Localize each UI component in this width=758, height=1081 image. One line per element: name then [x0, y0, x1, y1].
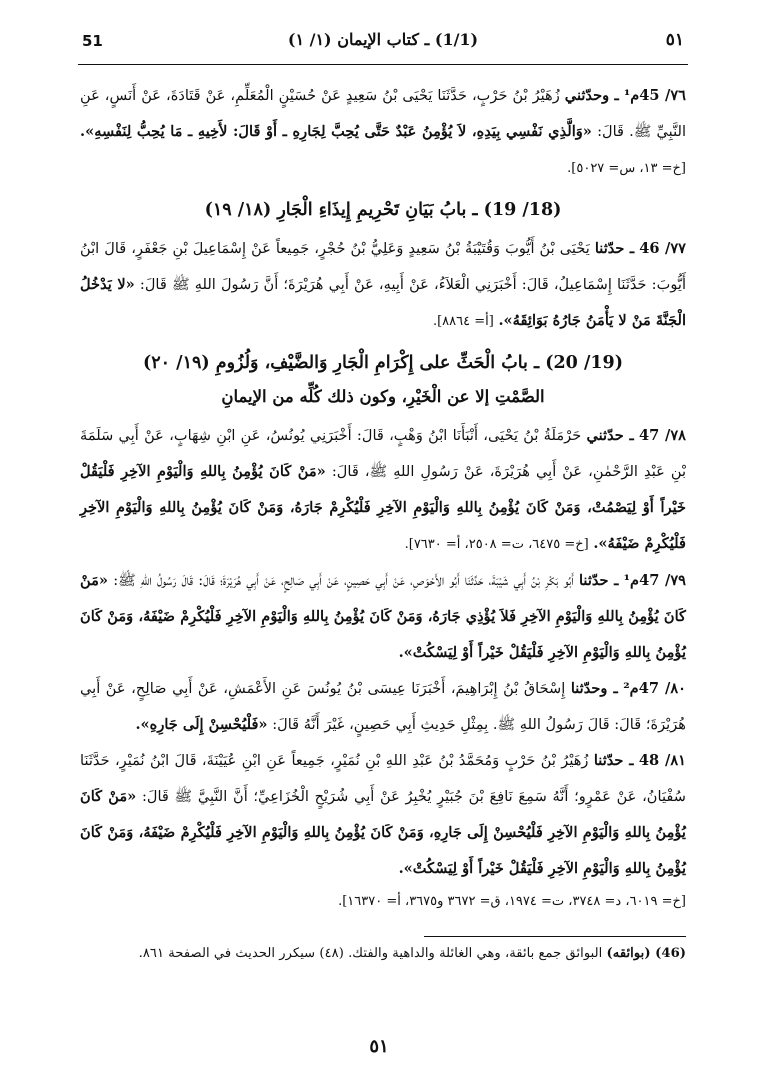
hadith-isnad: حَرْمَلَةُ بْنُ يَحْيَى، أَنْبَأَنَا ابْنُ وَهْبٍ، قَالَ: أَخْبَرَنِي يُونُسُ، عَنِ ابْنِ شِهَابٍ، عَنْ أَبِي سَلَمَةَ بْنِ عَبْدِ الرَّحْمٰنِ، عَنْ أَبِي هُرَيْرَةَ، عَنْ رَسُولِ اللهِ ﷺ، قَالَ:: [80, 427, 687, 480]
hadith-lead: ـ وحدّثني: [564, 87, 619, 104]
hadith-78: [80, 418, 686, 563]
hadith-refs: [أ= ٨٨٦٤].: [432, 314, 494, 329]
hadith-isnad: يَحْيَى بْنُ أَيُّوبَ وَقُتَيْبَةُ بْنُ سَعِيدٍ وَعَلِيُّ بْنُ حُجْرٍ، جَمِيعاً عَنْ إِسْمَاعِيلَ بْنِ جَعْفَرٍ، قَالَ ابْنُ أَيُّوبَ: حَدَّثَنَا إِسْمَاعِيلُ، قَالَ: أَخْبَرَنِي الْعَلاَءُ، عَنْ أَبِيهِ، عَنْ أَبِي هُرَيْرَةَ؛ أَنَّ رَسُولَ اللهِ ﷺ قَالَ:: [80, 240, 686, 293]
hadith-refs: [خ= ١٣، س= ٥٠٢٧].: [567, 161, 686, 176]
hadith-matn: «فَلْيُحْسِنْ إِلَى جَارِهِ».: [135, 716, 268, 733]
hadith-lead: ـ وحدّثنا: [570, 680, 618, 697]
hadith-lead: ـ حدّثنا: [593, 752, 634, 769]
hadith-number: ٨١/ 48: [638, 752, 686, 769]
hadith-isnad: إِسْحَاقُ بْنُ إِبْرَاهِيمَ، أَخْبَرَنَا عِيسَى بْنُ يُونُسَ عَنِ الأَعْمَشِ، عَنْ أَبِي صَالِحٍ، عَنْ أَبِي هُرَيْرَةَ؛ قَالَ: قَالَ رَسُولُ اللهِ ﷺ. بِمِثْلِ حَدِيثِ أَبِي حَصِينٍ، غَيْرَ أَنَّهُ قَالَ:: [80, 680, 686, 733]
hadith-81: [80, 743, 686, 887]
page-number-footer: ٥١: [369, 1036, 389, 1057]
hadith-76: [80, 78, 686, 187]
hadith-matn: «وَالَّذِي نَفْسِي بِيَدِهِ، لاَ يُؤْمِنُ عَبْدٌ حَتَّى يُحِبَّ لِجَارِهِ ـ أَوْ قَالَ: لأَخِيهِ ـ مَا يُحِبُّ لِنَفْسِهِ».: [80, 123, 592, 140]
running-title: (1/1) ـ كتاب الإيمان (١/ ١): [287, 30, 479, 49]
footnote-divider: [424, 936, 686, 937]
hadith-79: [80, 563, 686, 671]
page-header: [78, 22, 688, 65]
hadith-lead: ـ حدّثنا: [578, 572, 619, 589]
footnote-text: البوائق جمع بائقة، وهي الغائلة والداهية والفتك. (٤٨) سيكرر الحديث في الصفحة ٨٦١.: [138, 946, 603, 961]
hadith-matn: «مَنْ كَانَ يُؤْمِنُ بِاللهِ وَالْيَوْمِ الآخِرِ فَلْيُحْسِنْ إِلَى جَارِهِ، وَمَنْ كَانَ يُؤْمِنُ بِاللهِ وَالْيَوْمِ الآخِرِ فَلْيُكْرِمْ ضَيْفَهُ، وَمَنْ كَانَ يُؤْمِنُ بِاللهِ وَالْيَوْمِ الآخِرِ فَلْيَقُلْ خَيْراً أَوْ لِيَسْكُتْ».: [80, 788, 686, 877]
hadith-number: ٧٧/ 46: [639, 240, 687, 257]
hadith-isnad: زُهَيْرُ بْنُ حَرْبٍ، حَدَّثَنَا يَحْيَى بْنُ سَعِيدٍ عَنْ حُسَيْنٍ الْمُعَلِّمِ، عَنْ قَتَادَةَ، عَنْ أَنَسٍ، عَنِ النَّبِيِّ ﷺ. قَالَ:: [80, 87, 686, 140]
hadith-matn: «مَنْ كَانَ يُؤْمِنُ بِاللهِ وَالْيَوْمِ الآخِرِ فَلاَ يُؤْذِي جَارَهُ، وَمَنْ كَانَ يُؤْمِنُ بِاللهِ وَالْيَوْمِ الآخِرِ فَلْيُكْرِمْ ضَيْفَهُ، وَمَنْ كَانَ يُؤْمِنُ بِاللهِ وَالْيَوْمِ الآخِرِ فَلْيَقُلْ خَيْراً أَوْ لِيَسْكُتْ».: [80, 572, 686, 661]
chapter-heading-18: (18/ 19) ـ بابُ بَيَانِ تَحْرِيمِ إِيذَاءِ الْجَارِ (١٨/ ١٩): [204, 200, 562, 220]
footnote: [80, 942, 686, 966]
hadith-isnad: زُهَيْرُ بْنُ حَرْبٍ وَمُحَمَّدُ بْنُ عَبْدِ اللهِ بْنِ نُمَيْرٍ، جَمِيعاً عَنِ ابْنِ عُيَيْنَةَ، قَالَ ابْنُ نُمَيْرٍ، حَدَّثَنَا سُفْيَانُ، عَنْ عَمْرٍو؛ أَنَّهُ سَمِعَ نَافِعَ بْنَ جُبَيْرٍ يُخْبِرُ عَنْ أَبِي شُرَيْحٍ الْخُزَاعِيِّ؛ أَنَّ النَّبِيَّ ﷺ قَالَ:: [80, 752, 686, 805]
page-number-arabic: ٥١: [665, 30, 684, 50]
footnote-key: (46) (بوائقه): [606, 946, 686, 961]
hadith-lead: ـ حدّثنا: [594, 240, 635, 257]
hadith-81-refs: [خ= ٦٠١٩، د= ٣٧٤٨، ت= ١٩٧٤، ق= ٣٦٧٢ و٣٦٧٥، أ= ١٦٣٧٠].: [338, 894, 686, 909]
hadith-matn: «لا يَدْخُلُ الْجَنَّةَ مَنْ لا يَأْمَنُ جَارُهُ بَوَائِقَهُ».: [80, 276, 686, 329]
hadith-refs: [خ= ٦٤٧٥، ت= ٢٥٠٨، أ= ٧٦٣٠].: [404, 537, 589, 552]
hadith-number: ٧٦/ 45م¹: [623, 87, 687, 104]
hadith-number: ٨٠/ 47م²: [623, 680, 687, 697]
hadith-isnad: أَبُو بَكْرِ بْنُ أَبِي شَيْبَةَ، حَدَّثَنَا أَبُو الأَحْوَصِ، عَنْ أَبِي حَصِينٍ، عَنْ أَبِي صَالِحٍ، عَنْ أَبِي هُرَيْرَةَ؛ قَالَ: قَالَ رَسُولُ اللهِ ﷺ:: [113, 572, 574, 589]
hadith-matn: «مَنْ كَانَ يُؤْمِنُ بِاللهِ وَالْيَوْمِ الآخِرِ فَلْيَقُلْ خَيْراً أَوْ لِيَصْمُتْ، وَمَنْ كَانَ يُؤْمِنُ بِاللهِ وَالْيَوْمِ الآخِرِ فَلْيُكْرِمْ جَارَهُ، وَمَنْ كَانَ يُؤْمِنُ بِاللهِ وَالْيَوْمِ الآخِرِ فَلْيُكْرِمْ ضَيْفَهُ».: [80, 463, 686, 552]
hadith-lead: ـ حدّثني: [586, 427, 634, 444]
hadith-80: [80, 671, 686, 743]
hadith-number: ٧٩/ 47م¹: [623, 572, 686, 589]
main-text: [80, 72, 686, 1081]
page-number-latin: 51: [82, 32, 103, 50]
chapter-heading-19: [80, 346, 686, 414]
chapter-heading-line2: الصَّمْتِ إلا عن الْخَيْرِ، وكون ذلك كُلِّه من الإيمانِ: [221, 387, 545, 406]
hadith-number: ٧٨/ 47: [639, 427, 687, 444]
chapter-heading-line1: (19/ 20) ـ بابُ الْحَثِّ على إِكْرَامِ الْجَارِ وَالضَّيْفِ، وَلُزُومِ (١٩/ ٢٠): [143, 353, 623, 373]
hadith-77: [80, 231, 686, 340]
